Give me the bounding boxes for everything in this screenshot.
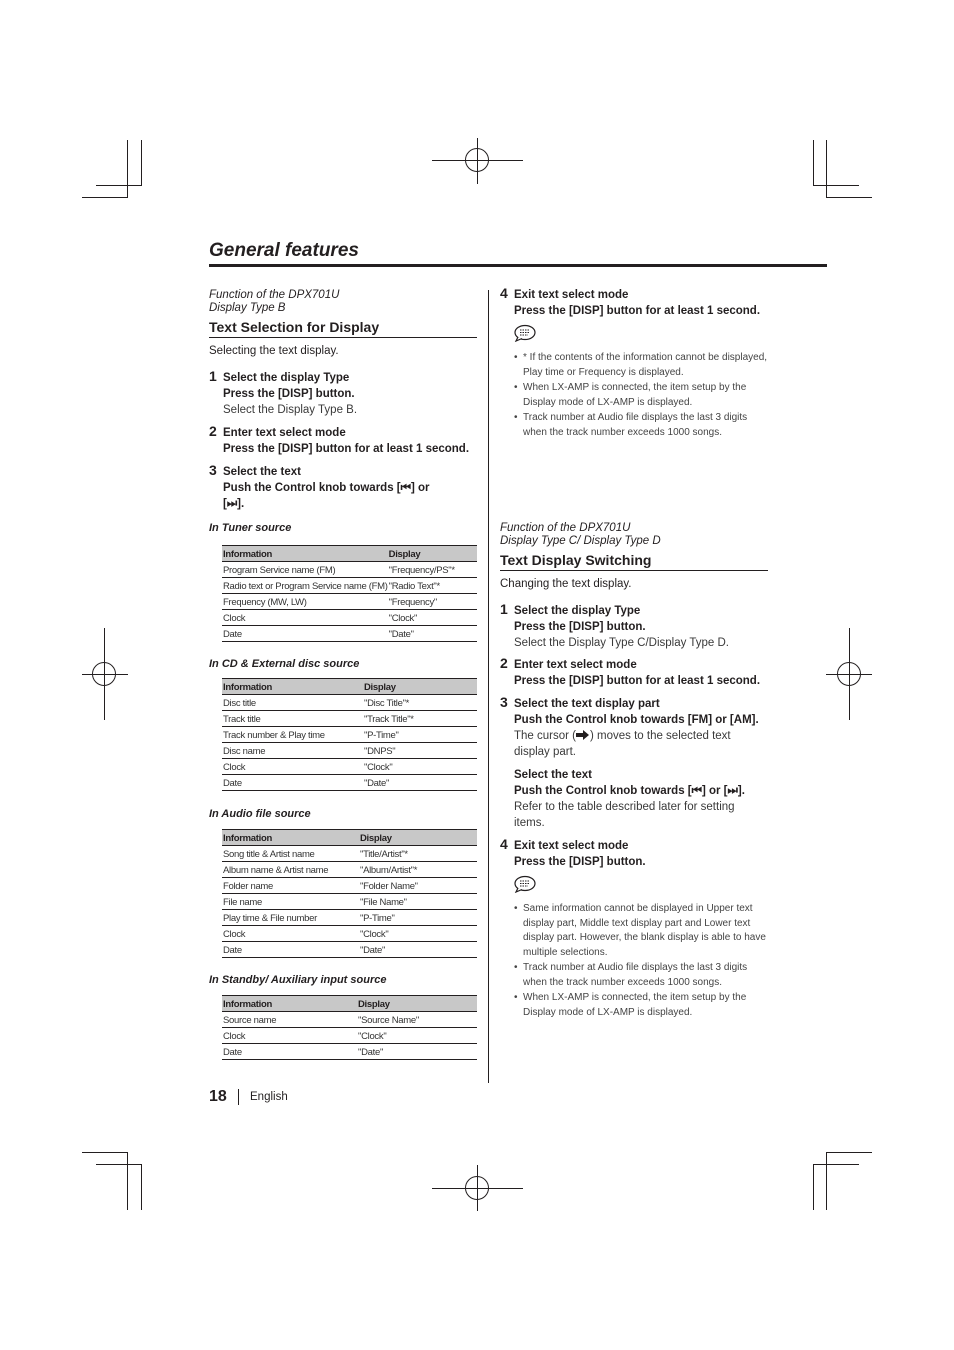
step-heading: Exit text select mode <box>514 289 629 301</box>
step-2 <box>209 425 477 457</box>
page-title: General features <box>209 240 359 261</box>
table-cell: "Frequency" <box>388 594 477 610</box>
table-cell: "Title/Artist"* <box>359 846 477 862</box>
function-line-2: Display Type B <box>209 302 286 314</box>
table-cell: Date <box>222 1044 357 1060</box>
function-line-2: Display Type C/ Display Type D <box>500 535 661 547</box>
table-header: Information <box>222 679 363 695</box>
memo-icon <box>514 324 536 342</box>
table-cell: Source name <box>222 1012 357 1028</box>
left-column <box>209 289 477 1060</box>
function-line-1: Function of the DPX701U <box>500 522 631 534</box>
table-header: Display <box>388 546 477 562</box>
table-cell: Program Service name (FM) <box>222 562 388 578</box>
table-cell: Album name & Artist name <box>222 862 359 878</box>
table-cell: Disc name <box>222 743 363 759</box>
section-title: Text Display Switching <box>500 551 768 571</box>
table-row <box>222 1012 477 1028</box>
step-heading: Select the display Type <box>223 372 350 384</box>
sub-step-heading: Select the text <box>514 769 592 781</box>
step-2 <box>500 657 768 689</box>
table-cell: Folder name <box>222 878 359 894</box>
step-4-exit <box>500 287 770 319</box>
step-instruction: Press the [DISP] button for at least 1 second. <box>223 443 470 455</box>
table-cell: Clock <box>222 1028 357 1044</box>
table-caption-standby: In Standby/ Auxiliary input source <box>209 974 387 986</box>
step-heading: Enter text select mode <box>514 659 637 671</box>
step-detail: Select the Display Type C/Display Type D. <box>514 637 729 649</box>
table-cell: Radio text or Program Service name (FM) <box>222 578 388 594</box>
table-cell: "Clock" <box>359 926 477 942</box>
standby-table <box>222 995 477 1060</box>
table-caption-tuner: In Tuner source <box>209 522 292 534</box>
step-instruction: Press the [DISP] button. <box>514 621 646 633</box>
step-number: 1 <box>209 368 217 384</box>
table-cell: "DNPS" <box>363 743 477 759</box>
table-cell: "Frequency/PS"* <box>388 562 477 578</box>
table-cell: Clock <box>222 926 359 942</box>
step-number: 3 <box>500 694 508 710</box>
table-row <box>222 711 477 727</box>
table-cell: "Disc Title"* <box>363 695 477 711</box>
note-item: • * If the contents of the information cannot be displayed, Play time or Frequency is displayed. <box>514 351 770 380</box>
table-cell: Clock <box>222 610 388 626</box>
detail-text-pre: The cursor ( <box>514 730 576 742</box>
step-instruction: Press the [DISP] button. <box>223 388 355 400</box>
table-cell: "Date" <box>357 1044 477 1060</box>
table-header: Information <box>222 546 388 562</box>
table-cell: "Date" <box>359 942 477 958</box>
footer-separator <box>238 1089 239 1105</box>
note-item: • Track number at Audio file displays the last 3 digits when the track number exceeds 1000 songs. <box>514 411 770 440</box>
table-cell: Date <box>222 626 388 642</box>
note-item: • When LX-AMP is connected, the item setup by the Display mode of LX-AMP is displayed. <box>514 991 768 1020</box>
column-divider <box>488 290 489 1083</box>
table-row <box>222 894 477 910</box>
notes-list <box>514 351 770 440</box>
table-cell: "P-Time" <box>363 727 477 743</box>
step-number: 4 <box>500 836 508 852</box>
table-cell: Frequency (MW, LW) <box>222 594 388 610</box>
table-row <box>222 626 477 642</box>
table-cell: "Track Title"* <box>363 711 477 727</box>
page-language: English <box>250 1091 288 1103</box>
step-heading: Exit text select mode <box>514 840 629 852</box>
table-cell: "Clock" <box>388 610 477 626</box>
table-cell: Date <box>222 942 359 958</box>
function-note <box>500 522 768 548</box>
right-column-top <box>500 287 770 441</box>
table-row <box>222 775 477 791</box>
title-rule <box>209 264 827 267</box>
table-row <box>222 578 477 594</box>
step-heading: Select the display Type <box>514 605 641 617</box>
sub-step-detail: Refer to the table described later for setting items. <box>514 801 735 829</box>
step-1 <box>209 370 477 418</box>
table-row <box>222 1028 477 1044</box>
step-number: 4 <box>500 285 508 301</box>
table-cell: Play time & File number <box>222 910 359 926</box>
step-instruction: Press the [DISP] button for at least 1 second. <box>514 305 761 317</box>
cursor-arrow-icon <box>576 730 590 740</box>
table-header: Information <box>222 830 359 846</box>
notes-list <box>514 902 768 1020</box>
step-instruction: Press the [DISP] button. <box>514 856 646 868</box>
step-number: 1 <box>500 601 508 617</box>
step-3 <box>500 696 768 831</box>
table-cell: "Folder Name" <box>359 878 477 894</box>
step-heading: Enter text select mode <box>223 427 346 439</box>
table-header: Display <box>359 830 477 846</box>
table-row <box>222 862 477 878</box>
table-row <box>222 910 477 926</box>
table-row <box>222 926 477 942</box>
step-instruction: Push the Control knob towards [FM] or [AM]. <box>514 714 759 726</box>
function-note <box>209 289 477 315</box>
table-cell: "Date" <box>388 626 477 642</box>
cd-table <box>222 678 477 791</box>
table-header: Information <box>222 996 357 1012</box>
table-row <box>222 1044 477 1060</box>
table-cell: Clock <box>222 759 363 775</box>
note-item: • When LX-AMP is connected, the item setup by the Display mode of LX-AMP is displayed. <box>514 381 770 410</box>
section-intro: Selecting the text display. <box>209 345 339 357</box>
table-row <box>222 759 477 775</box>
right-column-bottom <box>500 522 768 1021</box>
table-header: Display <box>363 679 477 695</box>
page-number: 18 <box>209 1088 227 1105</box>
note-item: • Same information cannot be displayed in Upper text display part, Middle text display part and Lower text display part. However, the blank display is able to have multiple selections. <box>514 902 768 960</box>
table-row <box>222 727 477 743</box>
tuner-table <box>222 545 477 642</box>
audio-file-table <box>222 829 477 958</box>
memo-icon <box>514 875 536 893</box>
step-instruction: Push the Control knob towards [⏮] or [⏭]. <box>223 482 430 510</box>
table-row <box>222 695 477 711</box>
table-row <box>222 942 477 958</box>
table-cell: "File Name" <box>359 894 477 910</box>
table-header: Display <box>357 996 477 1012</box>
table-row <box>222 846 477 862</box>
note-item: • Track number at Audio file displays the last 3 digits when the track number exceeds 1000 songs. <box>514 961 768 990</box>
table-row <box>222 562 477 578</box>
section-intro: Changing the text display. <box>500 578 632 590</box>
table-cell: "Clock" <box>357 1028 477 1044</box>
table-cell: Track number & Play time <box>222 727 363 743</box>
table-row <box>222 594 477 610</box>
table-cell: Date <box>222 775 363 791</box>
sub-step-instruction: Push the Control knob towards [⏮] or [⏭]. <box>514 785 745 797</box>
step-heading: Select the text <box>223 466 301 478</box>
section-title: Text Selection for Display <box>209 318 477 338</box>
table-cell: "Radio Text"* <box>388 578 477 594</box>
table-cell: "Clock" <box>363 759 477 775</box>
table-cell: "Source Name" <box>357 1012 477 1028</box>
table-row <box>222 610 477 626</box>
step-3 <box>209 464 477 512</box>
table-cell: "Date" <box>363 775 477 791</box>
table-cell: "Album/Artist"* <box>359 862 477 878</box>
step-detail: Select the Display Type B. <box>223 404 358 416</box>
table-cell: File name <box>222 894 359 910</box>
step-1 <box>500 603 768 651</box>
table-cell: "P-Time" <box>359 910 477 926</box>
detail-text-post: ) moves to the selected text display part. <box>514 730 731 758</box>
table-caption-cd: In CD & External disc source <box>209 658 360 670</box>
step-number: 2 <box>209 423 217 439</box>
step-number: 2 <box>500 655 508 671</box>
step-4 <box>500 838 768 870</box>
step-instruction: Press the [DISP] button for at least 1 second. <box>514 675 761 687</box>
step-number: 3 <box>209 462 217 478</box>
table-cell: Disc title <box>222 695 363 711</box>
table-cell: Track title <box>222 711 363 727</box>
table-row <box>222 878 477 894</box>
table-caption-audio: In Audio file source <box>209 808 311 820</box>
table-cell: Song title & Artist name <box>222 846 359 862</box>
step-heading: Select the text display part <box>514 698 660 710</box>
step-detail <box>514 728 768 760</box>
table-row <box>222 743 477 759</box>
function-line-1: Function of the DPX701U <box>209 289 340 301</box>
